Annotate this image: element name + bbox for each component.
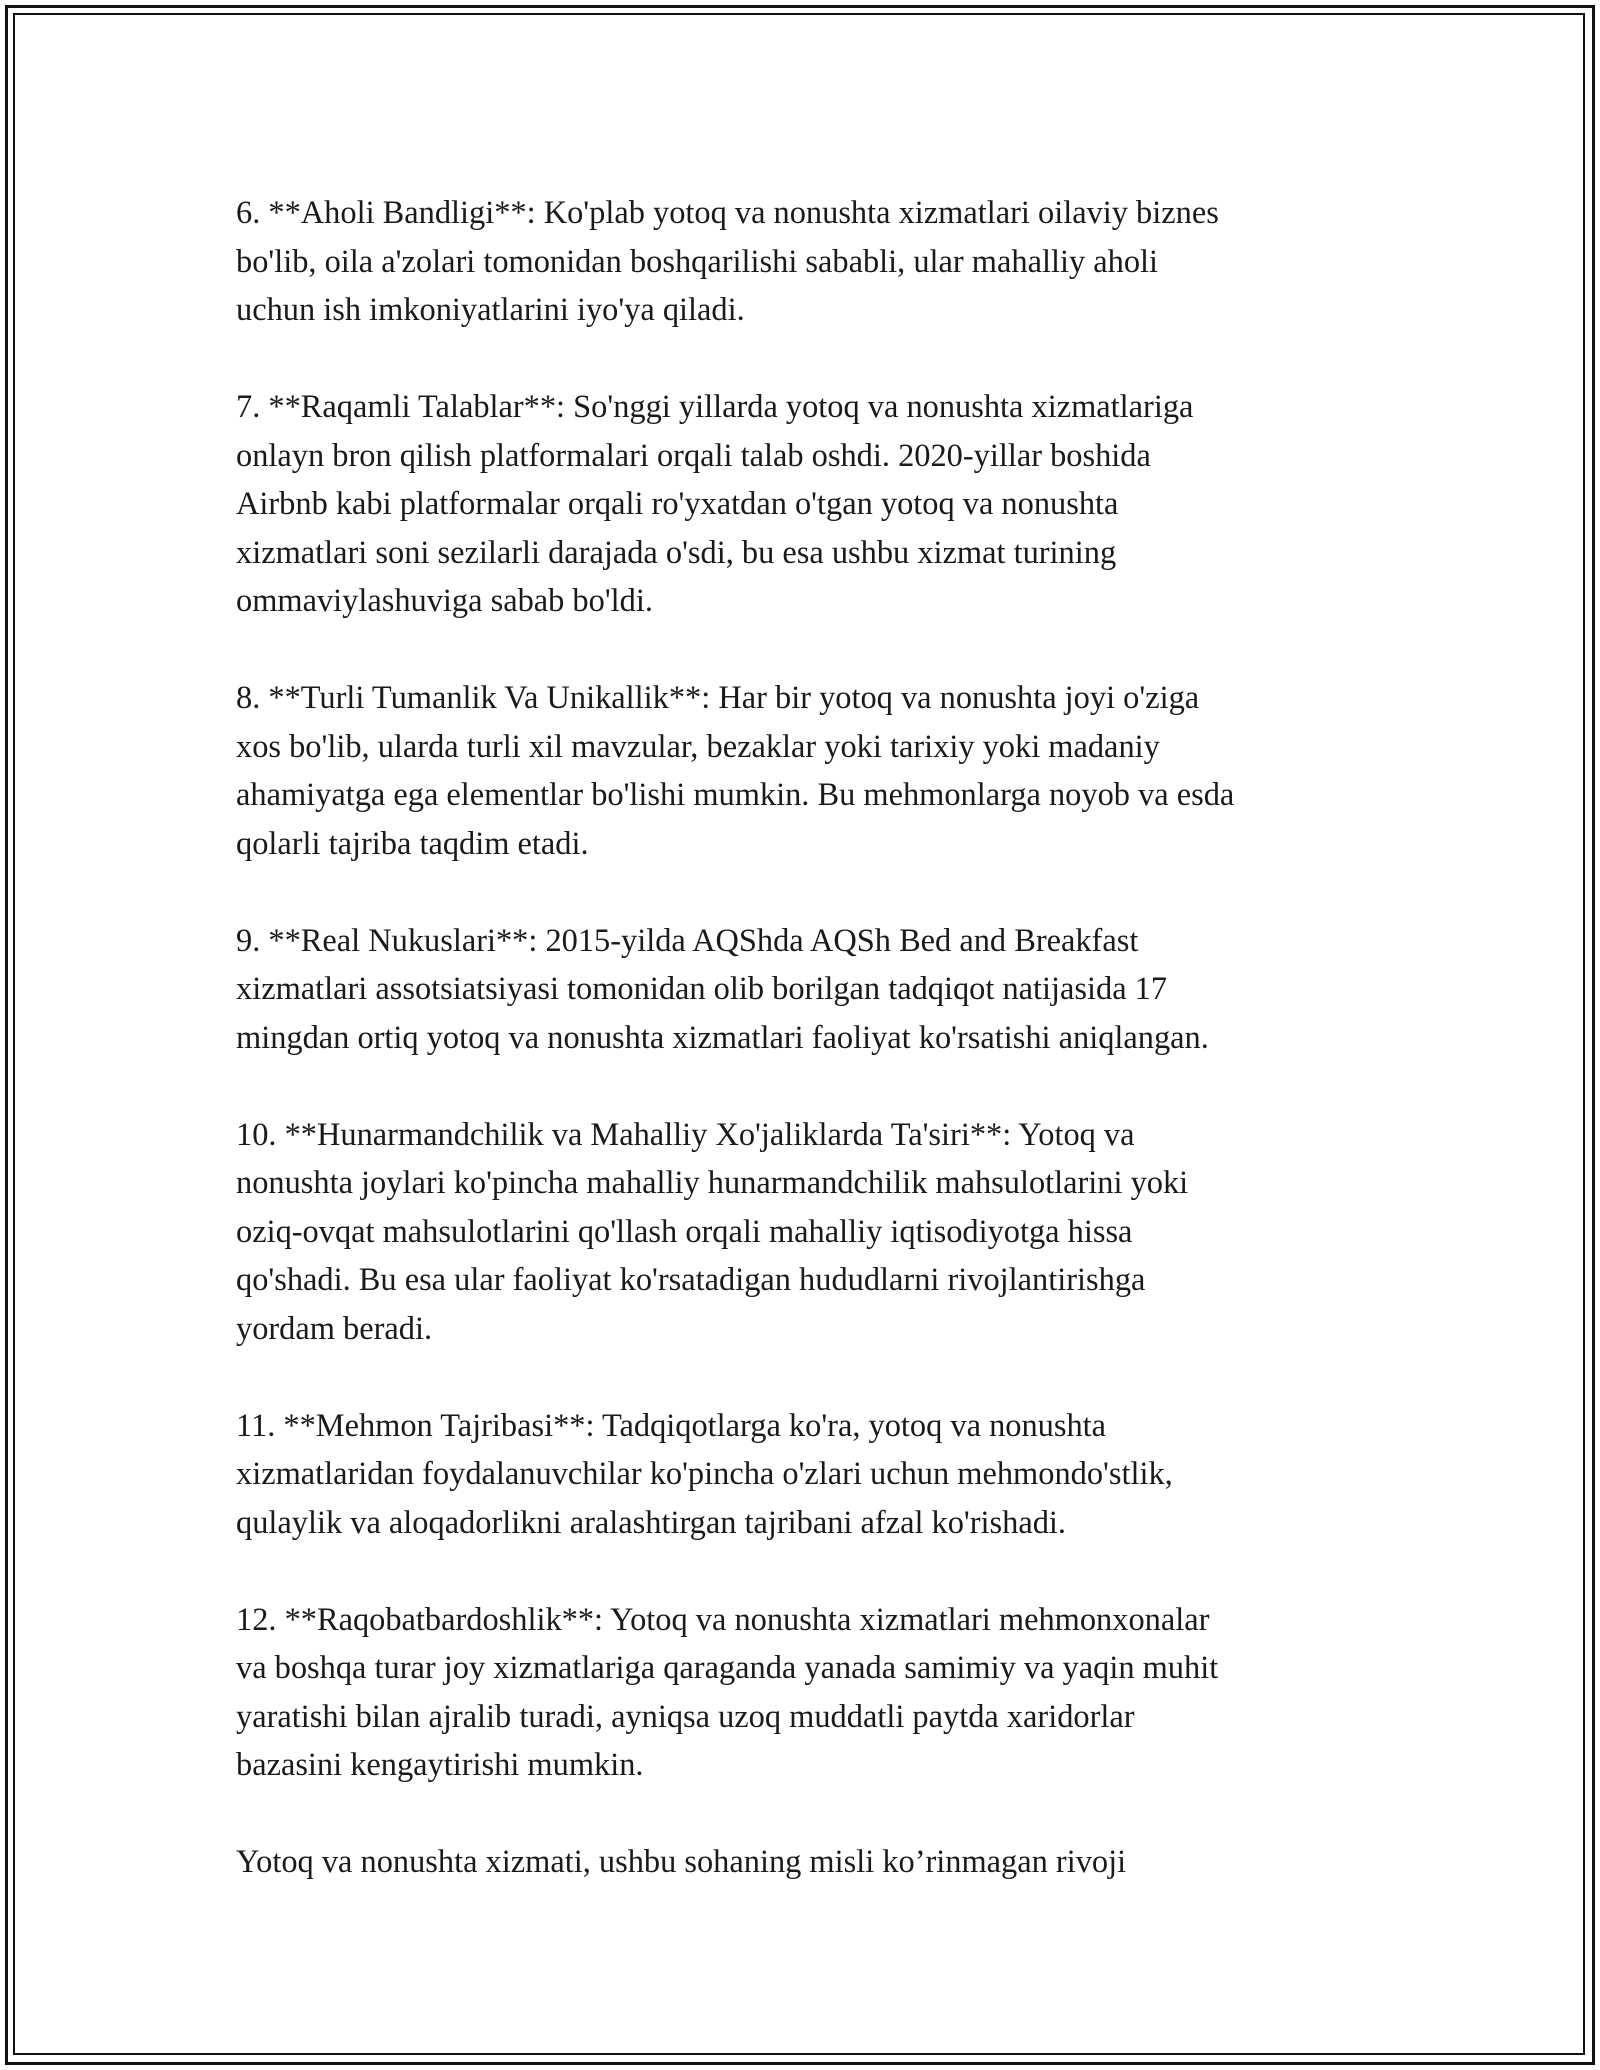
paragraph-item-10: 10. **Hunarmandchilik va Mahalliy Xo'jaliklarda Ta'siri**: Yotoq va nonushta joylari ko'pincha mahalliy hunarmandchilik mahsulotlarini yoki oziq-ovqat mahsulotlarini qo'llash orqali mahalliy iqtisodiyotga hissa qo'shadi. Bu esa ular faoliyat ko'rsatadigan hududlarni rivojlantirishga yordam beradi. [236, 1116, 1189, 1347]
paragraph-item-12: 12. **Raqobatbardoshlik**: Yotoq va nonushta xizmatlari mehmonxonalar va boshqa turar joy xizmatlariga qaraganda yanada samimiy va yaqin muhit yaratishi bilan ajralib turadi, ayniqsa uzoq muddatli paytda xaridorlar bazasini kengaytirishi mumkin. [236, 1601, 1219, 1783]
paragraph-item-9: 9. **Real Nukuslari**: 2015-yilda AQShda AQSh Bed and Breakfast xizmatlari assotsiatsiyasi tomonidan olib borilgan tadqiqot natijasida 17 mingdan ortiq yotoq va nonushta xizmatlari faoliyat ko'rsatishi aniqlangan. [236, 922, 1209, 1056]
closing-paragraph: Yotoq va nonushta xizmati, ushbu sohaning misli ko’rinmagan rivoji [236, 1844, 1127, 1880]
paragraph-item-6: 6. **Aholi Bandligi**: Ko'plab yotoq va nonushta xizmatlari oilaviy biznes bo'lib, oila a'zolari tomonidan boshqarilishi sababli, ular mahalliy aholi uchun ish imkoniyatlarini iyo'ya qiladi. [236, 195, 1219, 328]
paragraph-item-11: 11. **Mehmon Tajribasi**: Tadqiqotlarga ko'ra, yotoq va nonushta xizmatlaridan foydalanuvchilar ko'pincha o'zlari uchun mehmondo'stlik, qulaylik va aloqadorlikni aralashtirgan tajribani afzal ko'rishadi. [236, 1407, 1173, 1541]
document-body [236, 189, 1386, 1887]
paragraph-item-8: 8. **Turli Tumanlik Va Unikallik**: Har bir yotoq va nonushta joyi o'ziga xos bo'lib, ularda turli xil mavzular, bezaklar yoki tarixiy yoki madaniy ahamiyatga ega elementlar bo'lishi mumkin. Bu mehmonlarga noyob va esda qolarli tajriba taqdim etadi. [236, 680, 1235, 862]
paragraph-item-7: 7. **Raqamli Talablar**: So'nggi yillarda yotoq va nonushta xizmatlariga onlayn bron qilish platformalari orqali talab oshdi. 2020-yillar boshida Airbnb kabi platformalar orqali ro'yxatdan o'tgan yotoq va nonushta xizmatlari soni sezilarli darajada o'sdi, bu esa ushbu xizmat turining ommaviylashuviga sabab bo'ldi. [236, 389, 1194, 619]
